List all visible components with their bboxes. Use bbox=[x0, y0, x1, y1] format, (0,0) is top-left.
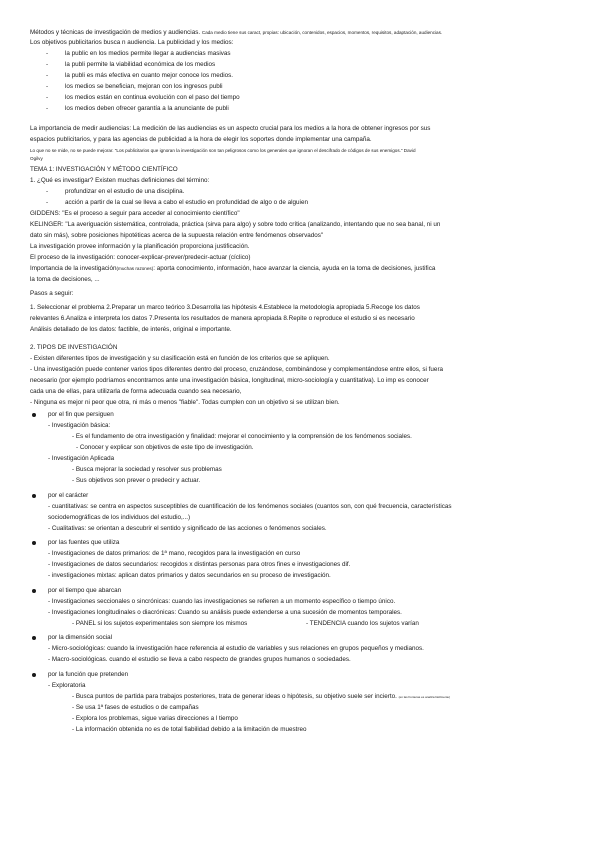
bullet-dot bbox=[32, 413, 36, 417]
bullet-dot bbox=[32, 673, 36, 677]
definition-item: acción a partir de la cual se lleva a cabo el estudio en profundidad de algo o de alguien bbox=[65, 199, 308, 206]
document-page: Métodos y técnicas de investigación de medios y audiencias. Cada medio tiene sus caract, propias: ubicación, contenidos, espacios, momentos, requisitos, adaptación, audiencias. Los objetivos publicitarios busca n audiencia. La publicidad y los medios: - la public en los medios permite llegar a audiencias masivas - la publi permite la viabilidad económica de los medios - la publi es más efectiva en cuanto mejor conoce los medios. - los medios se benefician, mejoran con los ingresos publi - los medios están en continua evolución con el paso del tiempo - los medios deben ofrecer garantía a la anunciante de publi La importancia de medir audiencias: La medición de las audiencias es un aspecto crucial para los medios a la hora de obtener ingresos por sus espacios publicitarios, y para las agencias de publicidad a la hora de elegir los soportes donde implementar una campaña. Lo que no se mide, no se puede mejorar. "Los publicitarios que ignoran la investigación son tan peligrosos como los generales que ignoran el descifrado de códigos de sus enemigos." David Ogilvy TEMA 1: INVESTIGACIÓN Y MÉTODO CIENTÍFICO 1. ¿Qué es investigar? Existen muchas definiciones del término: - profundizar en el estudio de una disciplina. - acción a partir de la cual se lleva a cabo el estudio en profundidad de algo o de alguien GIDDENS: "Es el proceso a seguir para acceder al conocimiento científico" KELINGER: "La averiguación sistemática, controlada, práctica (sirva para algo) y sobre todo crítica (analizando, intentando que no sea banal, ni un dato sin más), sobre posiciones hipotéticas acerca de la supuesta relación entre fenómenos observados" La investigación provee información y la planificación proporciona justificación. El proceso de la investigación: conocer-explicar-prever/predecir-actuar (cíclico) Importancia de la investigación(muchas razones): aporta conocimiento, información, hace avanzar la ciencia, ayuda en la toma de decisiones, justifica la toma de decisiones, ... Pasos a seguir: 1. Seleccionar el problema 2.Preparar un marco teórico 3.Desarrolla las hipótesis 4.Establece la metodología apropiada 5.Recoge los datos relevantes 6.Analiza e interpreta los datos 7.Presenta los resultados de manera apropiada 8.Repite o reproduce el estudio si es necesario Análisis detallado de los datos: factible, de interés, original e importante. 2. TIPOS DE INVESTIGACIÓN - Existen diferentes tipos de investigación y su clasificación está en función de los criterios que se apliquen. - Una investigación puede contener varios tipos diferentes dentro del proceso, cruzándose, combinándose y complementándose entre ellos, si fuera necesario (por ejemplo podríamos encontrarnos ante una investigación básica, longitudinal, micro-sociología y cuantitativa). Lo imp es conocer cada una de ellas, para utilizarla de forma adecuada cuando sea necesario, - Ninguna es mejor ni peor que otra, ni más o menos "fiable". Todas cumplen con un objetivo si se utilizan bien. por el fin que persiguen - Investigación básica: - Es el fundamento de otra investigación y finalidad: mejorar el conocimiento y la comprensión de los fenómenos sociales. - Conocer y explicar son objetivos de este tipo de investigación. - Investigación Aplicada - Busca mejorar la sociedad y resolver sus problemas - Sus objetivos son prever o predecir y actuar. por el carácter - cuantitativas: se centra en aspectos susceptibles de cuantificación de los fenómenos sociales (cuantos son, con qué frecuencia, características sociodemográficas de los individuos del estudio,...) - Cualitativas: se orientan a descubrir el sentido y significado de las acciones o fenómenos sociales. por las fuentes que utiliza - Investigaciones de datos primarios: de 1ª mano, recogidos para la investigación en curso - Investigaciones de datos secundarios: recogidos x distintas personas para otros fines e investigaciones dif. - investigaciones mixtas: aplican datos primarios y datos secundarios en su proceso de investigación. por el tiempo que abarcan - Investigaciones seccionales o sincrónicas: cuando las investigaciones se refieren a un momento específico o tiempo único. - Investigaciones longitudinales o diacrónicas: Cuando su análisis puede extenderse a una sucesión de momentos temporales. - PANEL si los sujetos experimentales son siempre los mismos - TENDENCIA cuando los sujetos varían por la dimensión social - Micro-sociológicas: cuando la investigación hace referencia al estudio de variables y sus relaciones en grupos pequeños y medianos. - Macro-sociológicas. cuando el estudio se lleva a cabo respecto de grandes grupos humanos o sociedades. por la función que pretenden - Exploratoria - Busca puntos de partida para trabajos posteriores, trata de generar ideas o hipótesis, su objetivo suele ser incierto. (en las fronteras es analiza fácilmente) - Se usa 1ª fases de estudios o de campañas - Explora los problemas, sigue varias direcciones a l tiempo - La información obtenida no es de total fiabilidad debido a la limitación de muestreo bbox=[30, 29, 452, 733]
category-subitem: - TENDENCIA cuando los sujetos varían bbox=[306, 620, 419, 627]
category-item: - Investigaciones seccionales o sincrónicas: cuando las investigaciones se refieren a un momento específico o tiempo único. bbox=[48, 598, 396, 605]
intro-bullet: los medios están en continua evolución con el paso del tiempo bbox=[65, 94, 240, 101]
intro-bullet: los medios se benefician, mejoran con los ingresos publi bbox=[65, 83, 223, 90]
intro-bullet: la publi permite la viabilidad económica de los medios bbox=[65, 61, 216, 68]
kelinger-definition: dato sin más), sobre posiciones hipotéticas acerca de la supuesta relación entre fenómenos observados" bbox=[30, 232, 324, 239]
category-item: - Investigaciones longitudinales o diacrónicas: Cuando su análisis puede extenderse a una sucesión de momentos temporales. bbox=[48, 609, 402, 616]
category-heading: por la dimensión social bbox=[48, 634, 113, 641]
category-heading: por el tiempo que abarcan bbox=[48, 587, 122, 594]
category-heading: por el fin que persiguen bbox=[48, 411, 114, 418]
category-item: - Investigación Aplicada bbox=[48, 455, 115, 462]
category-heading: por el carácter bbox=[48, 492, 89, 499]
category-item: - cuantitativas: se centra en aspectos susceptibles de cuantificación de los fenómenos sociales (cuantos son, con qué frecuencia, características bbox=[48, 503, 452, 510]
ogilvy-quote: Lo que no se mide, no se puede mejorar. "Los publicitarios que ignoran la investigación son tan peligrosos como los generales que ignoran el descifrado de códigos de sus enemigos." David bbox=[30, 148, 416, 153]
category-subitem: - Es el fundamento de otra investigación y finalidad: mejorar el conocimiento y la comprensión de los fenómenos sociales. bbox=[72, 433, 412, 440]
category-item: - Macro-sociológicas. cuando el estudio se lleva a cabo respecto de grandes grupos humanos o sociedades. bbox=[48, 656, 351, 663]
bullet-dot bbox=[32, 636, 36, 640]
category-item: - Investigación básica: bbox=[48, 422, 111, 429]
category-subitem: - La información obtenida no es de total fiabilidad debido a la limitación de muestreo bbox=[72, 726, 307, 733]
importance-paragraph: La importancia de medir audiencias: La medición de las audiencias es un aspecto crucial para los medios a la hora de obtener ingresos por sus bbox=[30, 125, 431, 132]
importance-paragraph: espacios publicitarios, y para las agencias de publicidad a la hora de elegir los soportes donde implementar una campaña. bbox=[30, 136, 372, 143]
intro-bullet: la public en los medios permite llegar a audiencias masivas bbox=[65, 50, 231, 57]
analysis-line: Análisis detallado de los datos: factible, de interés, original e importante. bbox=[30, 326, 232, 333]
giddens-definition: GIDDENS: "Es el proceso a seguir para acceder al conocimiento científico" bbox=[30, 210, 240, 217]
tipos-paragraph: - Existen diferentes tipos de investigación y su clasificación está en función de los criterios que se apliquen. bbox=[30, 355, 330, 362]
steps-line: 1. Seleccionar el problema 2.Preparar un marco teórico 3.Desarrolla las hipótesis 4.Establece la metodología apropiada 5.Recoge los datos bbox=[30, 304, 420, 311]
category-item: sociodemográficas de los individuos del estudio,...) bbox=[48, 514, 191, 521]
category-item: - Micro-sociológicas: cuando la investigación hace referencia al estudio de variables y sus relaciones en grupos pequeños y medianos. bbox=[48, 645, 424, 652]
question-heading: 1. ¿Qué es investigar? Existen muchas definiciones del término: bbox=[30, 177, 210, 184]
process-line: El proceso de la investigación: conocer-explicar-prever/predecir-actuar (cíclico) bbox=[30, 254, 251, 261]
intro-subtitle: Los objetivos publicitarios busca n audiencia. La publicidad y los medios: bbox=[30, 39, 234, 46]
steps-title: Pasos a seguir: bbox=[30, 290, 74, 297]
kelinger-definition: KELINGER: "La averiguación sistemática, controlada, práctica (sirva para algo) y sobre todo crítica (analizando, intentando que no sea banal, ni un bbox=[30, 221, 441, 228]
category-subitem: - PANEL si los sujetos experimentales son siempre los mismos bbox=[72, 620, 248, 627]
section-title: TEMA 1: INVESTIGACIÓN Y MÉTODO CIENTÍFICO bbox=[30, 166, 178, 173]
tipos-paragraph: cada una de ellas, para utilizarla de forma adecuada cuando sea necesario, bbox=[30, 388, 242, 395]
tipos-paragraph: - Una investigación puede contener varios tipos diferentes dentro del proceso, cruzándose, combinándose y complementándose entre ellos, si fuera bbox=[30, 366, 444, 373]
bullet-dot bbox=[32, 494, 36, 498]
steps-line: relevantes 6.Analiza e interpreta los datos 7.Presenta los resultados de manera apropiada 8.Repite o reproduce el estudio si es necesario bbox=[30, 315, 415, 322]
bullet-dot bbox=[32, 541, 36, 545]
bullet-dot bbox=[32, 589, 36, 593]
definition-item: profundizar en el estudio de una disciplina. bbox=[65, 188, 185, 195]
intro-bullet: la publi es más efectiva en cuanto mejor conoce los medios. bbox=[65, 72, 234, 79]
category-subitem: - Busca mejorar la sociedad y resolver sus problemas bbox=[72, 466, 222, 473]
category-item: - Cualitativas: se orientan a descubrir el sentido y significado de las acciones o fenómenos sociales. bbox=[48, 525, 327, 532]
intro-bullet: los medios deben ofrecer garantía a la anunciante de publi bbox=[65, 105, 229, 112]
provides-line: La investigación provee información y la planificación proporciona justificación. bbox=[30, 243, 250, 250]
category-subitem: - Explora los problemas, sigue varias direcciones a l tiempo bbox=[72, 715, 238, 722]
intro-line: Métodos y técnicas de investigación de medios y audiencias. Cada medio tiene sus caract, propias: ubicación, contenidos, espacios, momentos, requisitos, adaptación, audiencias. bbox=[30, 29, 443, 36]
category-item: - Exploratoria bbox=[48, 682, 86, 689]
importance-investigation: Importancia de la investigación(muchas razones): aporta conocimiento, información, hace avanzar la ciencia, ayuda en la toma de decisiones, justifica bbox=[30, 265, 436, 272]
section-title: 2. TIPOS DE INVESTIGACIÓN bbox=[30, 344, 118, 351]
category-subitem: - Busca puntos de partida para trabajos posteriores, trata de generar ideas o hipótesis, su objetivo suele ser incierto. (en las fronteras es analiza fácilmente) bbox=[72, 693, 451, 700]
tipos-paragraph: - Ninguna es mejor ni peor que otra, ni más o menos "fiable". Todas cumplen con un objetivo si se utilizan bien. bbox=[30, 399, 340, 406]
category-subitem: - Conocer y explicar son objetivos de este tipo de investigación. bbox=[76, 444, 254, 451]
category-item: - Investigaciones de datos primarios: de 1ª mano, recogidos para la investigación en curso bbox=[48, 550, 301, 557]
category-item: - Investigaciones de datos secundarios: recogidos x distintas personas para otros fines e investigaciones dif. bbox=[48, 561, 351, 568]
tipos-paragraph: necesario (por ejemplo podríamos encontrarnos ante una investigación básica, longitudinal, micro-sociología y cuantitativa). Lo imp es conocer bbox=[30, 377, 429, 384]
category-heading: por la función que pretenden bbox=[48, 671, 129, 678]
category-subitem: - Sus objetivos son prever o predecir y actuar. bbox=[72, 477, 201, 484]
category-heading: por las fuentes que utiliza bbox=[48, 539, 120, 546]
category-subitem: - Se usa 1ª fases de estudios o de campañas bbox=[72, 704, 199, 711]
category-item: - investigaciones mixtas: aplican datos primarios y datos secundarios en su proceso de investigación. bbox=[48, 572, 331, 579]
importance-investigation: la toma de decisiones, ... bbox=[30, 276, 100, 283]
quote-author: Ogilvy bbox=[30, 156, 43, 161]
